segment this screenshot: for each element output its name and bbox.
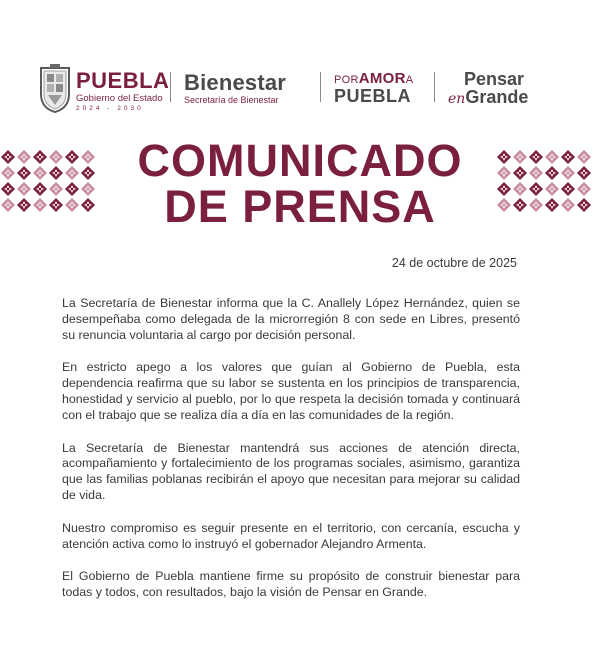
logo-divider bbox=[320, 72, 321, 102]
header-logos bbox=[0, 60, 600, 120]
pensar-line2 bbox=[448, 88, 548, 108]
talavera-pattern-icon bbox=[496, 148, 592, 214]
pensar-en-grande-logo bbox=[448, 70, 548, 108]
paragraph: En estricto apego a los valores que guían al Gobierno de Puebla, esta dependencia reafirma que su labor se sustenta en los principios de transparencia, honestidad y servicio al pueblo, por lo que respeta la decisión tomada y continuará con el trabajo que se realiza día a día en las comunidades de la región. bbox=[62, 360, 520, 422]
release-date: 24 de octubre de 2025 bbox=[391, 256, 517, 270]
logo-divider bbox=[170, 72, 171, 102]
puebla-years: 2024 - 2030 bbox=[76, 105, 144, 112]
amor-por: POR bbox=[334, 74, 359, 86]
title-line-2: DE PRENSA bbox=[164, 181, 436, 232]
puebla-name: PUEBLA bbox=[76, 68, 170, 93]
press-release-title bbox=[100, 135, 500, 232]
amor-line1 bbox=[334, 72, 424, 87]
paragraph: El Gobierno de Puebla mantiene firme su propósito de construir bienestar para todas y todos, con resultados, bajo la visión de Pensar en Grande. bbox=[62, 569, 520, 600]
puebla-coat-of-arms-icon bbox=[38, 64, 72, 114]
por-amor-a-puebla-logo bbox=[334, 72, 424, 105]
amor-a: A bbox=[405, 74, 414, 86]
bienestar-subtitle: Secretaría de Bienestar bbox=[184, 95, 279, 105]
release-body bbox=[62, 296, 520, 618]
amor-puebla: PUEBLA bbox=[334, 86, 412, 106]
title-line-1: COMUNICADO bbox=[137, 135, 463, 186]
pensar-word: Pensar bbox=[464, 69, 525, 89]
paragraph: La Secretaría de Bienestar mantendrá sus acciones de atención directa, acompañamiento y fortalecimiento de los programas sociales, asimismo, garantiza que las familias poblanas recibirán el apoyo que necesitan para mejorar su calidad de vida. bbox=[62, 440, 520, 502]
puebla-subtitle: Gobierno del Estado bbox=[76, 93, 163, 104]
pensar-en: en bbox=[448, 91, 466, 107]
pensar-grande: Grande bbox=[465, 87, 529, 107]
paragraph: Nuestro compromiso es seguir presente en el territorio, con cercanía, escucha y atención activa como lo instruyó el gobernador Alejandro Armenta. bbox=[62, 520, 520, 551]
amor-word: AMOR bbox=[358, 70, 406, 87]
bienestar-logo bbox=[184, 72, 286, 105]
talavera-pattern-icon bbox=[0, 148, 96, 214]
paragraph: La Secretaría de Bienestar informa que la C. Anallely López Hernández, quien se desempeñaba como delegada de la microrregión 8 con sede en Libres, presentó su renuncia voluntaria al cargo por decisión personal. bbox=[62, 296, 520, 342]
logo-divider bbox=[434, 72, 435, 102]
bienestar-name: Bienestar bbox=[184, 70, 287, 95]
